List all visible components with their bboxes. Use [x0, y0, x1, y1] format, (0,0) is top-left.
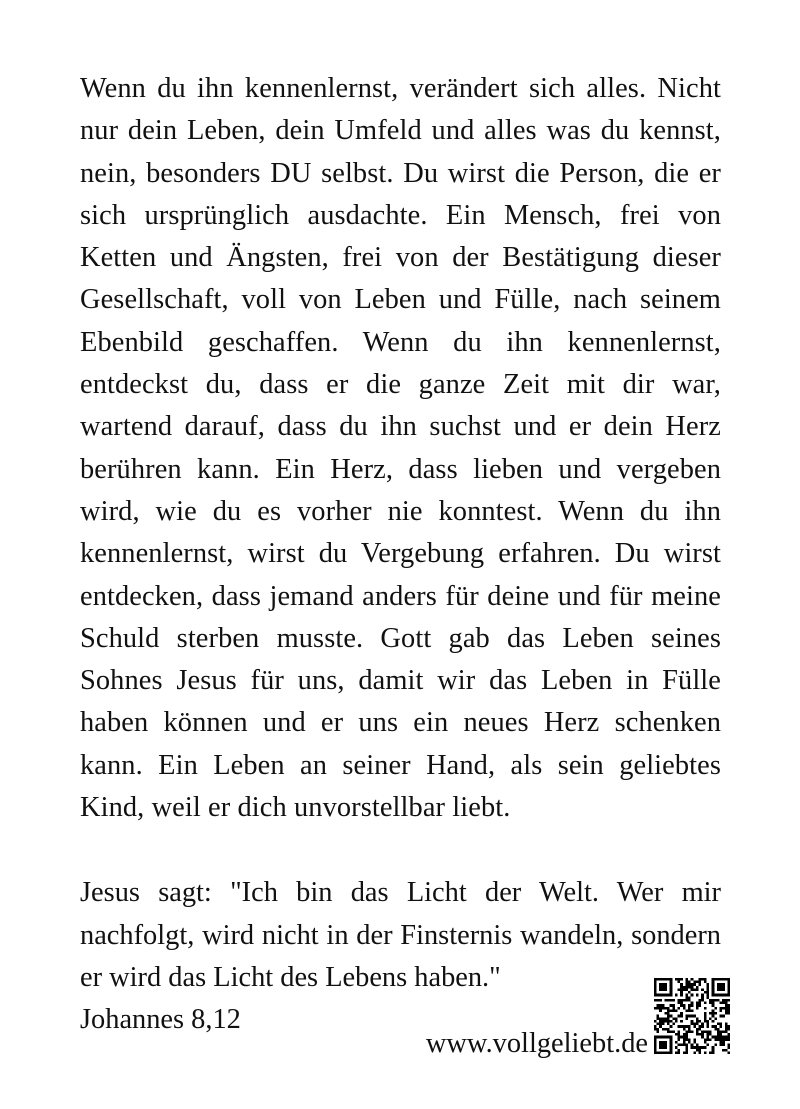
text-block — [80, 68, 721, 1042]
verse-reference: Johannes 8,12 — [80, 1004, 241, 1036]
paragraph-spacer — [80, 829, 721, 872]
website-link[interactable]: www.vollgeliebt.de — [425, 1028, 648, 1059]
qr-code-icon[interactable] — [654, 978, 730, 1054]
qr-code-graphic — [654, 978, 730, 1054]
body-paragraph: Wenn du ihn kennenlernst, verändert sich alles. Nicht nur dein Leben, dein Umfeld und alles was du kennst, nein, besonders DU selbst. Du wirst die Person, die er sich ursprünglich ausdachte. Ein Mensch, frei von Ketten und Ängsten, frei von der Bestätigung dieser Gesellschaft, voll von Leben und Fülle, nach seinem Ebenbild geschaffen. Wenn du ihn kennenlernst, entdeckst du, dass er die ganze Zeit mit dir war, wartend darauf, dass du ihn suchst und er dein Herz berühren kann. Ein Herz, dass lieben und vergeben wird, wie du es vorher nie konntest. Wenn du ihn kennenlernst, wirst du Vergebung erfahren. Du wirst entdecken, dass jemand anders für deine und für meine Schuld sterben musste. Gott gab das Leben seines Sohnes Jesus für uns, damit wir das Leben in Fülle haben können und er uns ein neues Herz schenken kann. Ein Leben an seiner Hand, als sein geliebtes Kind, weil er dich unvorstellbar liebt. — [80, 73, 721, 824]
bible-verse: Jesus sagt: "Ich bin das Licht der Welt. Wer mir nachfolgt, wird nicht in der Finsternis wandeln, sondern er wird das Licht des Lebens haben." — [80, 877, 721, 993]
